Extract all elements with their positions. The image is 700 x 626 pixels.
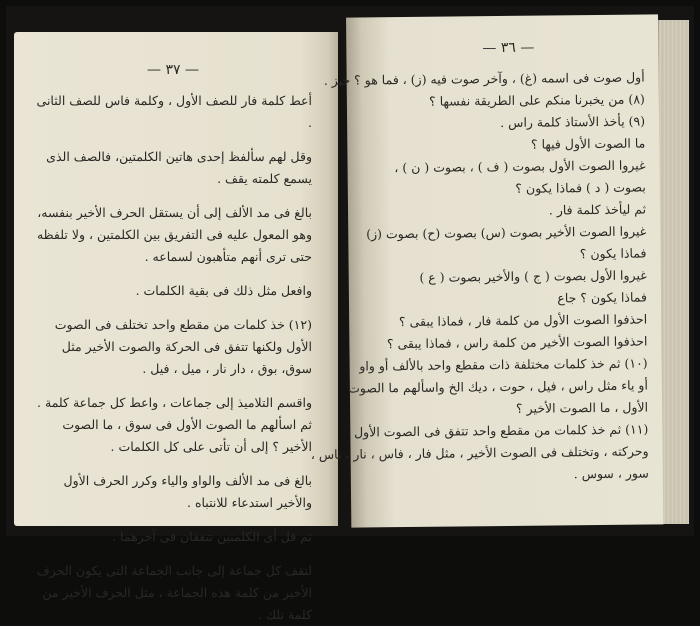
text-line: (١١) ثم خذ كلمات من مقطع واحد تتفق فى الصوت الأول: [353, 421, 649, 440]
text-line: غيروا الصوت الأخير بصوت (س) بصوت (ح) بصوت (ز): [366, 223, 647, 242]
paragraph: أعط كلمة فار للصف الأول ، وكلمة فاس للصف الثانى .: [36, 93, 312, 130]
text-line: سور ، سوس .: [573, 465, 649, 482]
text-line: (١٠) ثم خذ كلمات مختلفة ذات مقطع واحد بالألف أو واو: [359, 355, 648, 374]
paragraph: وافعل مثل ذلك فى بقية الكلمات .: [135, 283, 312, 298]
left-page: [14, 32, 338, 622]
paragraph: واقسم التلاميذ إلى جماعات ، واعط كل جماعة كلمة . ثم اسألهم ما الصوت الأول فى سوق ، ما الصوت الأخير ؟ إلى أن تأتى على كل الكلمات .: [37, 395, 312, 454]
paragraph: بالغ فى مد الألف والواو والياء وكرر الحرف الأول والأخير استدعاء للانتباه .: [63, 473, 312, 510]
text-line: أو ياء مثل راس ، فيل ، حوت ، ديك الخ واسألهم ما الصوت: [348, 377, 648, 396]
text-line: احذفوا الصوت الأول من كلمة فار ، فماذا يبقى ؟: [398, 311, 648, 330]
paragraph: لتقف كل جماعة إلى جانب الجماعة التى يكون الحرف الأخير من كلمة هذه الجماعة ، مثل الحرف الأخير من كلمة تلك .: [36, 563, 312, 622]
text-line: بصوت ( د ) فماذا يكون ؟: [515, 179, 646, 196]
right-page: [310, 14, 663, 527]
text-line: ثم ليأخذ كلمة فار .: [548, 201, 647, 218]
text-line: (٨) من يخبرنا منكم على الطريقة نفسها ؟: [428, 91, 645, 109]
page-number: — ٣٧ —: [147, 62, 199, 78]
text-line: غيروا الصوت الأول بصوت ( ف ) ، بصوت ( ن ) ،: [394, 157, 646, 176]
text-line: غيروا الأول بصوت ( ج ) والأخير بصوت ( ع ): [419, 267, 647, 285]
paragraph: وقل لهم سألفظ إحدى هاتين الكلمتين، فالصف الذى يسمع كلمته يقف .: [46, 149, 312, 186]
text-line: فماذا يكون ؟ جاع: [557, 289, 648, 306]
text-line: وحركته ، وتختلف فى الصوت الأخير ، مثل فار ، فاس ، نار ، ناس ،: [310, 443, 649, 463]
paragraph: بالغ فى مد الألف إلى أن يستقل الحرف الأخير بنفسه، وهو المعول عليه فى التفريق بين الكلمتين ، ولا تلفظه حتى ترى أنهم متأهبون لسماعه .: [36, 205, 312, 264]
text-line: احذفوا الصوت الأخير من كلمة راس ، فماذا يبقى ؟: [386, 333, 648, 352]
text-line: أول صوت فى اسمه (غ) ، وآخر صوت فيه (ز) ، فما هو ؟ خبز .: [323, 69, 645, 88]
paragraph: ثم قل أى الكلمتين تتفقان فى آخرهما .: [112, 529, 312, 544]
page-edges: [658, 20, 689, 524]
text-line: الأول ، ما الصوت الأخير ؟: [515, 399, 649, 416]
page-number: — ٣٦ —: [482, 39, 535, 57]
text-line: فماذا يكون ؟: [579, 245, 647, 262]
text-line: (٩) يأخذ الأستاذ كلمة راس .: [500, 113, 646, 131]
text-line: ما الصوت الأول فيها ؟: [530, 135, 646, 152]
paragraph: (١٢) خذ كلمات من مقطع واحد تختلف فى الصوت الأول ولكنها تتفق فى الحركة والصوت الأخير مثل سوق، بوق ، دار نار ، ميل ، فيل .: [54, 317, 312, 376]
open-book: [6, 6, 694, 622]
